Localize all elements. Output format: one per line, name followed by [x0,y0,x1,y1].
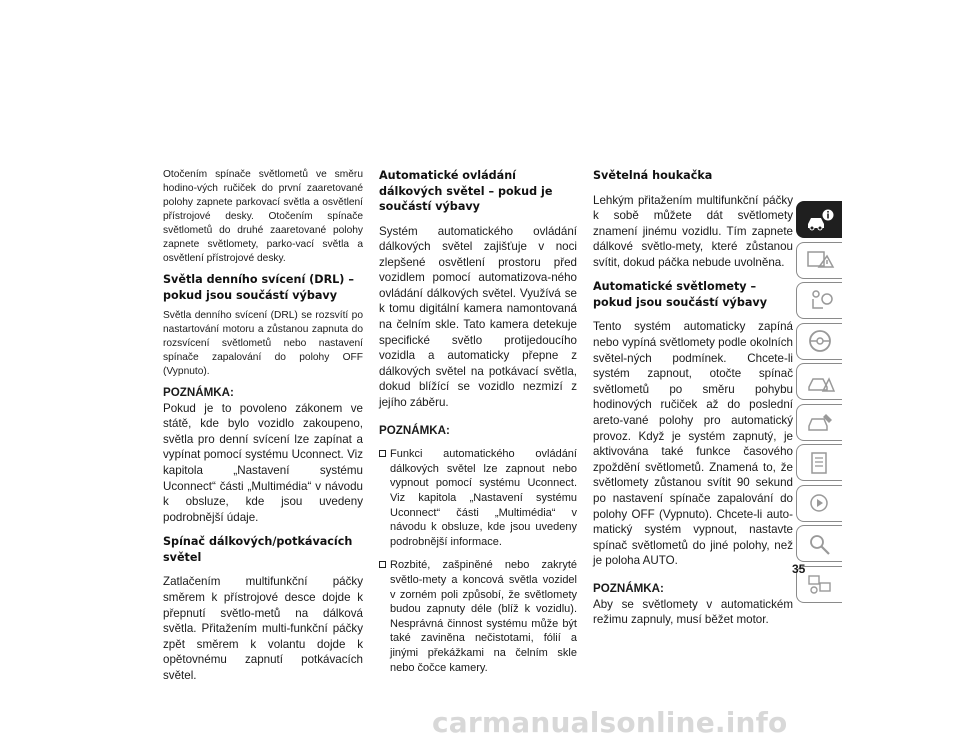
beam-switch-heading: Spínač dálkových/potkávacích světel [163,535,353,564]
list-item [379,447,577,549]
tab-safety[interactable] [796,282,842,319]
tab-driving[interactable] [796,323,842,360]
list-item-text: Rozbité, zašpiněné nebo zakryté světlo-mety a koncová světla vozidel v zorném poli způsobí, že světlomety budou zapnuty déle (blíž k vozidlu). Nesprávná činnost systému může být také zaviněna nečistotami, fólií a jinými překážkami na čelním skle nebo čočce kamery. [390,559,577,674]
specifications-list-icon [805,450,835,476]
steering-wheel-icon [805,328,835,354]
tab-service[interactable] [796,404,842,441]
checkbox-bullet-icon [379,561,386,568]
roadside-warning-icon [805,369,835,395]
auto-high-beam-heading: Automatické ovládání dálkových světel – pokud je součástí výbavy [379,169,553,213]
multimedia-icon [805,490,835,516]
list-item [379,558,577,675]
auto-headlights-paragraph: Tento systém automaticky zapíná nebo vypíná světlomety podle okolních světel-ných podmínek. Chcete-li systém zapnout, otočte spínač světlometů po směru pohybu hodinových ručiček až do poslední areto-vané polohy pro automatický provoz. Když je systém zapnutý, je aktivována také funkce časového zpoždění světlometů. Znamená to, že světlomety zůstanou svítit 90 sekund po nastavení spínače zapalování do polohy OFF (Vypnuto). Chcete-li auto-matický systém vypnout, nastavte spínač světlometů do jiné polohy, než je poloha AUTO. [593,320,793,568]
note-paragraph: Pokud je to povoleno zákonem ve státě, kde bylo vozidlo zakoupeno, světla pro denní svícení lze zapínat a vypínat pomocí systému Uconnect. Viz kapitola „Nastavení systému Uconnect“ části „Multimédia“ v návodu k obsluze, kde jsou uvedeny podrobnější údaje. [163,401,363,524]
tab-specifications[interactable] [796,444,842,481]
drl-paragraph: Světla denního svícení (DRL) se rozsvítí po nastartování motoru a zůstanou zapnuta do rozsvícení světlometů nebo nastavení spínače zapalování do polohy OFF (Vypnuto). [163,310,363,377]
note-list [379,447,577,675]
list-item-text: Funkci automatického ovládání dálkových světel lze zapnout nebo vypnout pomocí systému Uconnect. Viz kapitola „Nastavení systému Uconnect“ části „Multimédia“ v návodu k obsluze, kde jsou uvedeny podrobnější informace. [390,448,577,548]
column-left [163,168,363,684]
intro-paragraph: Otočením spínače světlometů ve směru hodino-vých ručiček do první zaaretované polohy zapnete parkovací světla a osvětlení přístrojové desky. Otočením spínače světlometů do druhé zaaretované polohy zapnete světlomety, parko-vací světla a osvětlení přístrojové desky. [163,169,363,264]
tab-index[interactable] [796,525,842,562]
language-icon [805,571,835,597]
watermark: carmanualsonline.info [432,706,788,739]
beam-switch-paragraph: Zatlačením multifunkční páčky směrem k přístrojové desce dojde k přepnutí světlo-metů na dálková světla. Přitažením multi-funkční páčky zpět směrem k volantu dojde k opětovnému zapnutí potkávacích světel. [163,575,363,682]
checkbox-bullet-icon [379,450,386,457]
column-middle [379,168,577,675]
drl-heading: Světla denního svícení (DRL) – pokud jsou součástí výbavy [163,273,354,302]
note-paragraph: Aby se světlomety v automatickém režimu zapnuly, musí běžet motor. [593,597,793,627]
tab-dashboard[interactable] [796,242,842,279]
auto-high-beam-paragraph: Systém automatického ovládání dálkových světel zajišťuje v noci zlepšené osvětlení prostoru před vozidlem pomocí automatizova-ného ovládání dálkových světel. Využívá se k tomu digitální kamera namontovaná na čelním skle. Tato kamera detekuje specifické světlo protijedoucího vozidla a automaticky přepne z dálkových světel na potkávací světla, dokud blížící se vozidlo nezmizí z jejího záběru. [379,224,577,410]
dashboard-warning-icon [805,247,835,273]
auto-headlights-heading: Automatické světlomety – pokud jsou součástí výbavy [593,280,767,309]
car-service-icon [805,409,835,435]
note-title: POZNÁMKA: [379,423,450,437]
tab-emergency[interactable] [796,363,842,400]
index-search-icon [805,531,835,557]
flash-to-pass-paragraph: Lehkým přitažením multifunkční páčky k sobě můžete dát světlomety znamení jinému vozidlu. Tím zapnete dálkové světlo-mety, které zůstanou svítit, dokud páčka nebude uvolněna. [593,193,793,269]
tab-car-info[interactable] [796,201,842,238]
column-right [593,168,793,628]
note-title: POZNÁMKA: [593,581,664,595]
flash-to-pass-heading: Světelná houkačka [593,169,713,182]
chapter-tabs [796,201,844,606]
note-title: POZNÁMKA: [163,386,234,399]
car-info-icon [805,207,835,233]
tab-multimedia[interactable] [796,485,842,522]
airbag-seat-icon [805,288,835,314]
page-number: 35 [792,562,806,576]
